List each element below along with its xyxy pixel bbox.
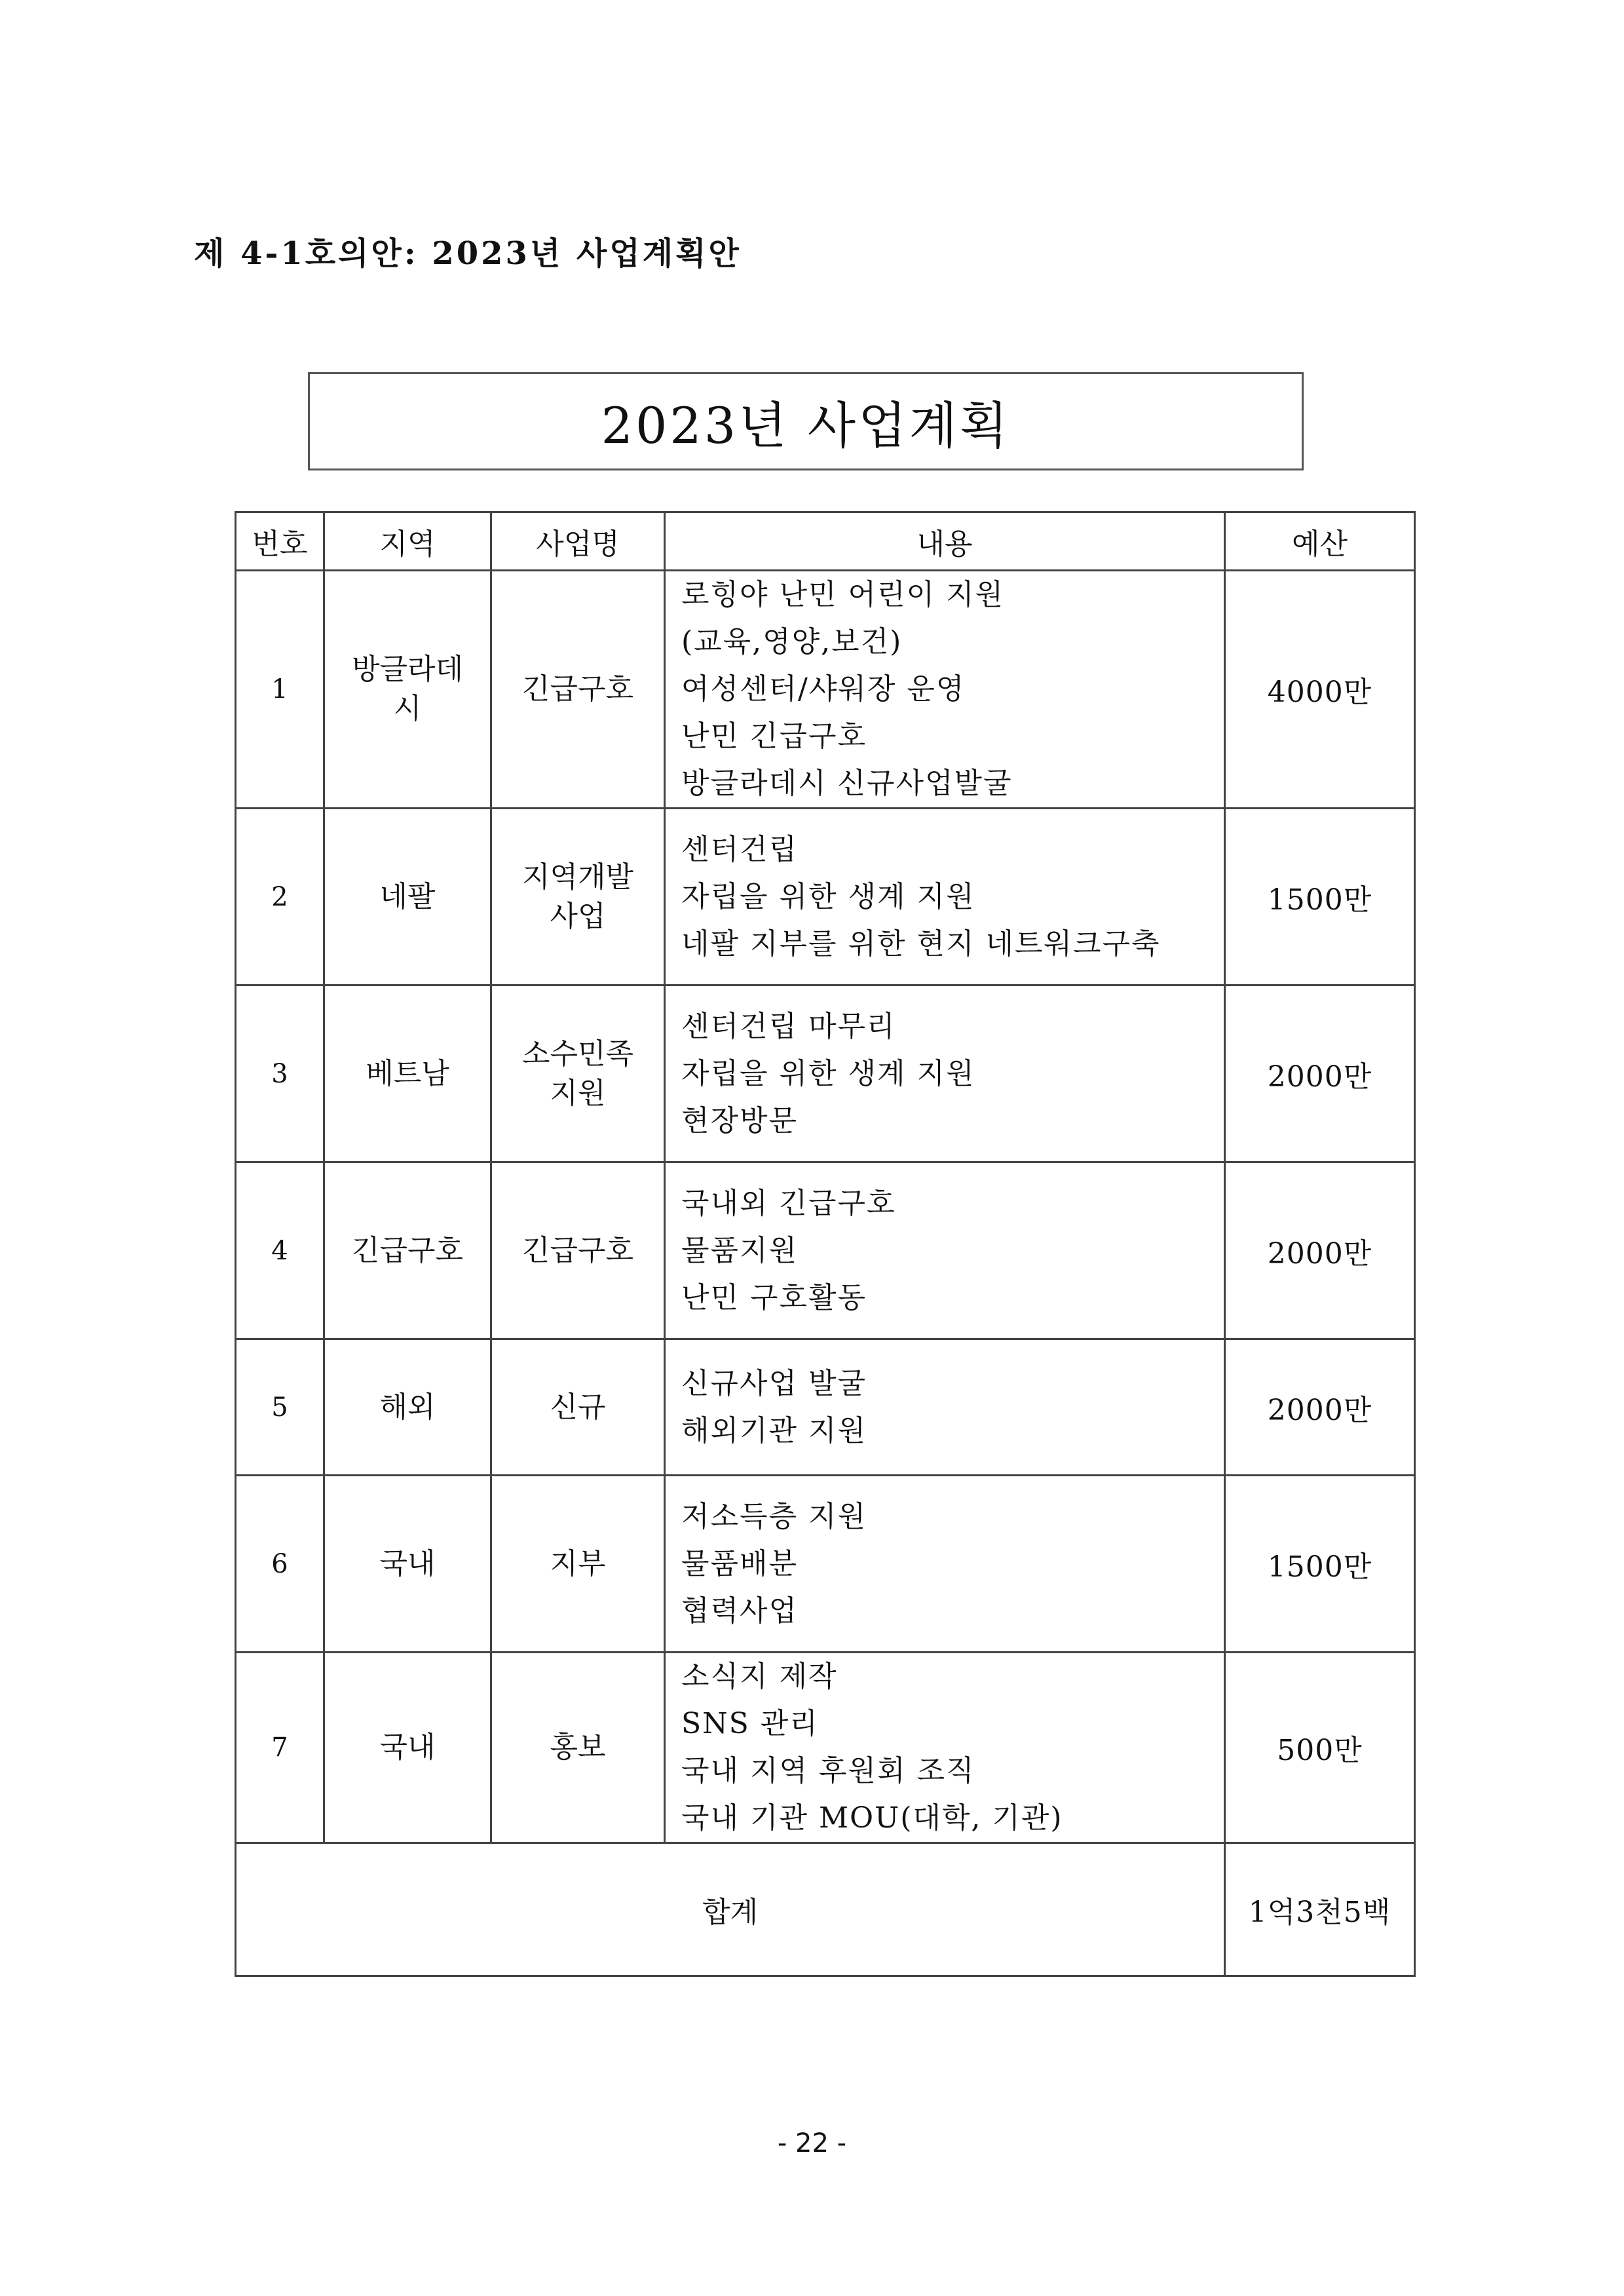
project-line: 홍보 bbox=[550, 1731, 606, 1764]
project-line: 소수민족 bbox=[521, 1037, 633, 1071]
content-line: SNS 관리 bbox=[681, 1707, 819, 1740]
row-project bbox=[491, 1339, 665, 1476]
row-project bbox=[491, 985, 665, 1162]
row-region bbox=[324, 985, 491, 1162]
row-project bbox=[491, 1653, 665, 1843]
content-line: 현장방문 bbox=[681, 1103, 799, 1138]
content-line: 국내외 긴급구호 bbox=[681, 1186, 896, 1220]
row-number: 2 bbox=[236, 809, 324, 985]
content-line: 센터건립 마무리 bbox=[681, 1009, 896, 1043]
content-line: 센터건립 bbox=[681, 832, 799, 866]
region-line: 네팔 bbox=[379, 879, 436, 913]
document-title-box bbox=[308, 372, 1304, 470]
content-line: 국내 기관 MOU(대학, 기관) bbox=[681, 1801, 1063, 1835]
region-line: 긴급구호 bbox=[351, 1233, 463, 1267]
table-row bbox=[236, 809, 1415, 985]
row-project bbox=[491, 1476, 665, 1653]
row-number: 4 bbox=[236, 1162, 324, 1339]
project-line: 긴급구호 bbox=[521, 672, 633, 706]
region-line: 시 bbox=[393, 692, 422, 725]
row-region bbox=[324, 1476, 491, 1653]
content-line: 물품지원 bbox=[681, 1233, 799, 1267]
row-content bbox=[665, 1339, 1225, 1476]
content-line: 로힝야 난민 어린이 지원 bbox=[681, 578, 1004, 611]
content-line: 저소득층 지원 bbox=[681, 1499, 867, 1533]
content-line: 난민 구호활동 bbox=[681, 1280, 867, 1314]
project-line: 신규 bbox=[550, 1390, 606, 1424]
row-budget: 2000만 bbox=[1225, 985, 1415, 1162]
row-project bbox=[491, 571, 665, 809]
row-content bbox=[665, 1476, 1225, 1653]
content-line: 난민 긴급구호 bbox=[681, 719, 867, 753]
content-line: 협력사업 bbox=[681, 1594, 799, 1628]
row-number: 7 bbox=[236, 1653, 324, 1843]
total-label: 합계 bbox=[236, 1843, 1225, 1976]
content-line: 네팔 지부를 위한 현지 네트워크구축 bbox=[681, 927, 1161, 961]
row-region bbox=[324, 1653, 491, 1843]
row-budget: 1500만 bbox=[1225, 809, 1415, 985]
row-budget: 2000만 bbox=[1225, 1339, 1415, 1476]
row-region bbox=[324, 1339, 491, 1476]
row-content bbox=[665, 571, 1225, 809]
region-line: 베트남 bbox=[366, 1056, 449, 1090]
row-number: 3 bbox=[236, 985, 324, 1162]
table-row bbox=[236, 1476, 1415, 1653]
content-line: 물품배분 bbox=[681, 1546, 799, 1580]
row-content bbox=[665, 809, 1225, 985]
content-line: 소식지 제작 bbox=[681, 1660, 838, 1693]
project-line: 지역개발 bbox=[521, 860, 633, 894]
region-line: 국내 bbox=[379, 1731, 436, 1764]
row-budget: 1500만 bbox=[1225, 1476, 1415, 1653]
content-line: 해외기관 지원 bbox=[681, 1413, 867, 1447]
row-budget: 2000만 bbox=[1225, 1162, 1415, 1339]
content-line: 자립을 위한 생계 지원 bbox=[681, 879, 975, 913]
row-region bbox=[324, 571, 491, 809]
content-line: 국내 지역 후원회 조직 bbox=[681, 1754, 975, 1788]
row-content bbox=[665, 1162, 1225, 1339]
header-project: 사업명 bbox=[491, 512, 665, 571]
table-row bbox=[236, 1339, 1415, 1476]
row-region bbox=[324, 1162, 491, 1339]
project-line: 긴급구호 bbox=[521, 1233, 633, 1267]
content-line: 신규사업 발굴 bbox=[681, 1366, 867, 1400]
row-content bbox=[665, 985, 1225, 1162]
header-number: 번호 bbox=[236, 512, 324, 571]
project-line: 지원 bbox=[550, 1076, 606, 1110]
business-plan-table bbox=[235, 511, 1416, 1977]
content-line: 방글라데시 신규사업발굴 bbox=[681, 767, 1013, 800]
table-body bbox=[236, 571, 1415, 1843]
agenda-heading: 제 4-1호의안: 2023년 사업계획안 bbox=[194, 235, 742, 272]
row-number: 1 bbox=[236, 571, 324, 809]
content-line: 자립을 위한 생계 지원 bbox=[681, 1056, 975, 1090]
row-content bbox=[665, 1653, 1225, 1843]
region-line: 해외 bbox=[379, 1390, 436, 1424]
region-line: 방글라데 bbox=[351, 653, 463, 686]
project-line: 사업 bbox=[550, 899, 606, 933]
page-number: - 22 - bbox=[777, 2128, 847, 2158]
header-budget: 예산 bbox=[1225, 512, 1415, 571]
row-number: 5 bbox=[236, 1339, 324, 1476]
row-budget: 4000만 bbox=[1225, 571, 1415, 809]
total-value: 1억3천5백 bbox=[1225, 1843, 1415, 1976]
row-project bbox=[491, 809, 665, 985]
row-region bbox=[324, 809, 491, 985]
content-line: 여성센터/샤워장 운영 bbox=[681, 672, 966, 706]
region-line: 국내 bbox=[379, 1546, 436, 1580]
row-budget: 500만 bbox=[1225, 1653, 1415, 1843]
header-content: 내용 bbox=[665, 512, 1225, 571]
project-line: 지부 bbox=[550, 1546, 606, 1580]
content-line: (교육,영양,보건) bbox=[681, 625, 903, 659]
total-row bbox=[236, 1843, 1415, 1976]
document-title: 2023년 사업계획 bbox=[601, 396, 1011, 455]
row-number: 6 bbox=[236, 1476, 324, 1653]
header-region: 지역 bbox=[324, 512, 491, 571]
table-row bbox=[236, 1653, 1415, 1843]
table-row bbox=[236, 985, 1415, 1162]
table-header-row bbox=[236, 512, 1415, 571]
table-row bbox=[236, 1162, 1415, 1339]
row-project bbox=[491, 1162, 665, 1339]
table-row bbox=[236, 571, 1415, 809]
